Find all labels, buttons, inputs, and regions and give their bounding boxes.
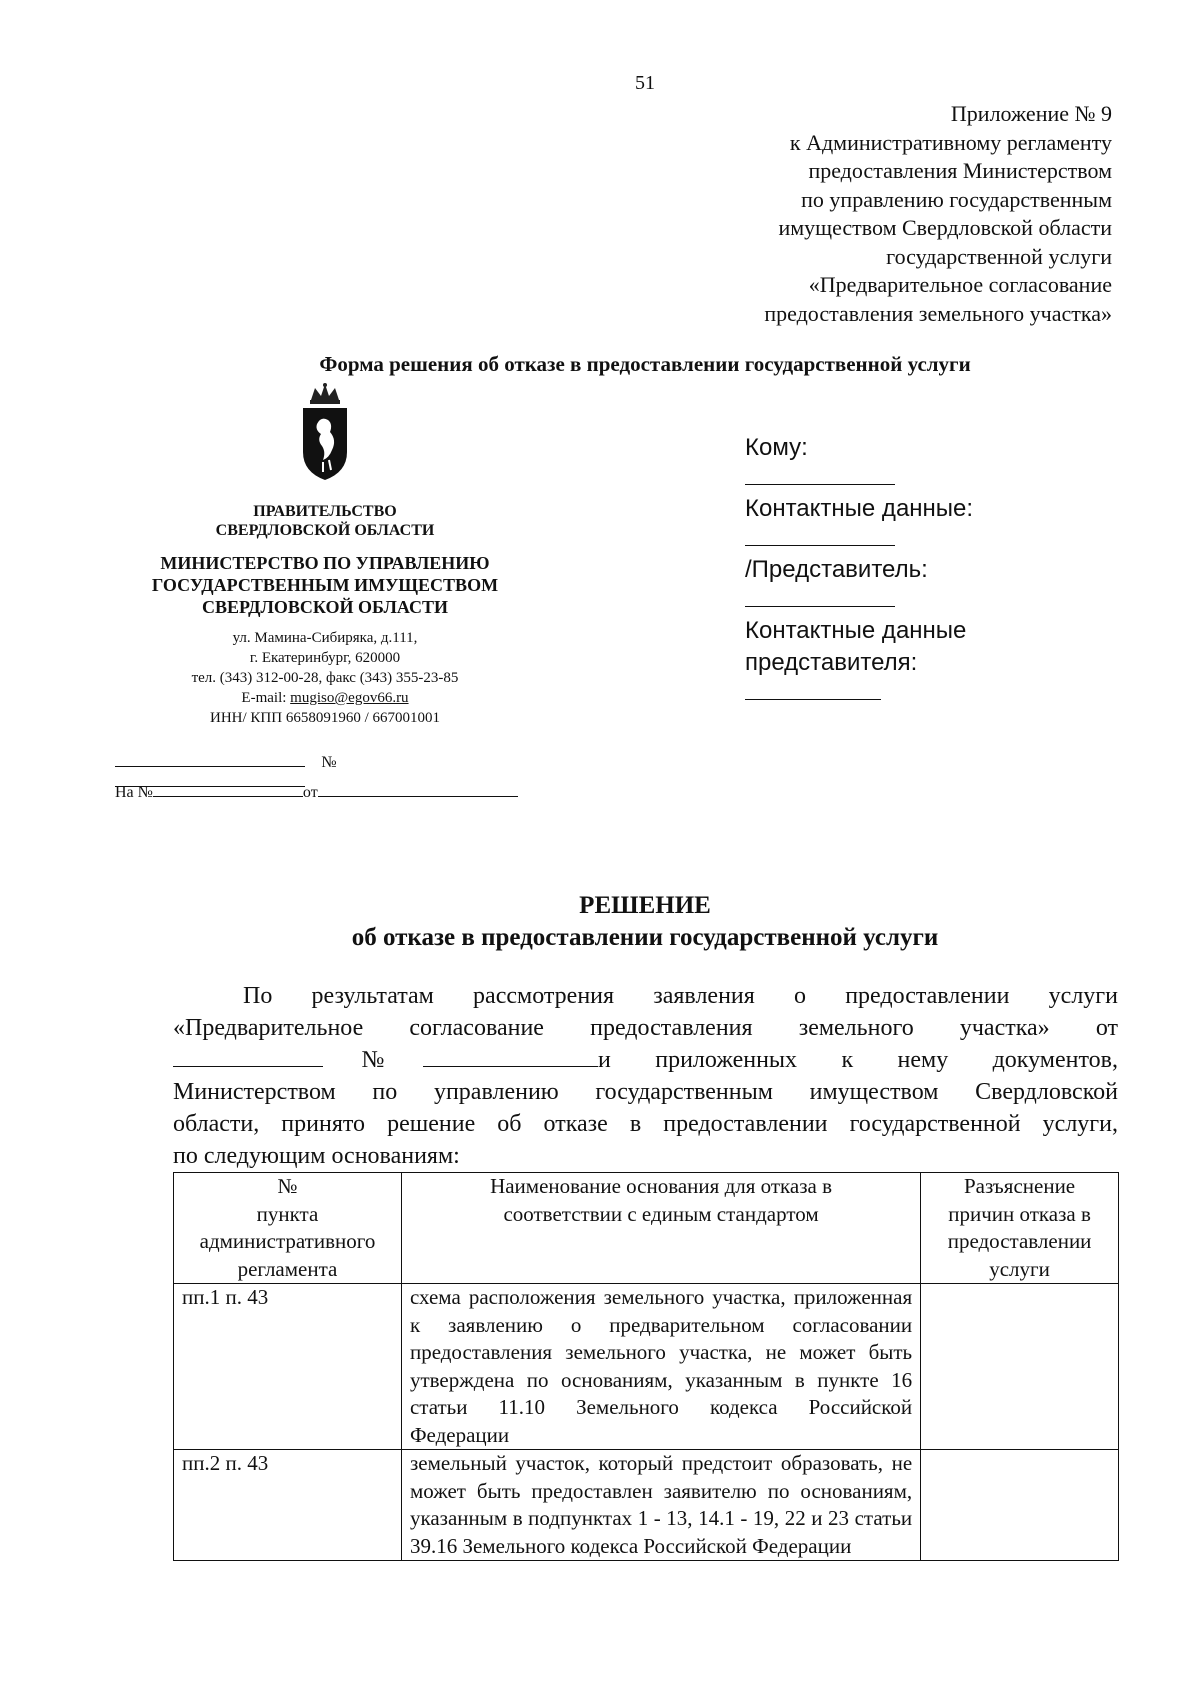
reply-to-line bbox=[115, 782, 540, 802]
government-line: СВЕРДЛОВСКОЙ ОБЛАСТИ bbox=[215, 522, 435, 539]
number-sign: № bbox=[321, 754, 337, 771]
body-line: «Предварительное согласование предоставления земельного участка» от bbox=[173, 1015, 1118, 1041]
appendix-line: по управлению государственным bbox=[801, 186, 1112, 212]
table-header-row bbox=[174, 1173, 1119, 1284]
reply-from-label: от bbox=[302, 784, 318, 801]
body-line: по следующим основаниям: bbox=[173, 1143, 460, 1169]
form-title: Форма решения об отказе в предоставлении государственной услуги bbox=[319, 352, 971, 376]
row-reason: схема расположения земельного участка, приложенная к заявлению о предварительном согласовании предоставления земельного участка, не может быть утверждена по основаниям, указанным в пункте 16 статьи 11.10 Земельного кодекса Российской Федерации bbox=[401, 1284, 920, 1450]
number-sign: № bbox=[361, 1047, 385, 1073]
body-line: Министерством по управлению государственным имуществом Свердловской bbox=[173, 1079, 1118, 1105]
email-link[interactable]: mugiso@egov66.ru bbox=[290, 690, 409, 706]
body-line: По результатам рассмотрения заявления о предоставлении услуги bbox=[243, 983, 1118, 1009]
inn-kpp: ИНН/ КПП 6658091960 / 667001001 bbox=[209, 710, 440, 726]
rep-contacts-label: представителя: bbox=[745, 649, 918, 676]
header-line: предоставлении bbox=[947, 1229, 1092, 1253]
application-number-blank[interactable] bbox=[423, 1050, 598, 1067]
row-explanation[interactable] bbox=[921, 1284, 1119, 1450]
header-line: административного bbox=[199, 1229, 376, 1253]
email-label: E-mail: bbox=[241, 690, 291, 706]
government-line: ПРАВИТЕЛЬСТВО bbox=[253, 503, 397, 520]
rep-contacts-label: Контактные данные bbox=[745, 617, 967, 644]
header-line: № bbox=[277, 1174, 298, 1198]
row-point: пп.2 п. 43 bbox=[174, 1450, 402, 1561]
rep-contacts-blank[interactable] bbox=[745, 681, 881, 700]
reply-to-label: На № bbox=[115, 784, 153, 801]
header-line: причин отказа в bbox=[948, 1201, 1091, 1226]
address-street: ул. Мамина-Сибиряка, д.111, bbox=[232, 630, 418, 646]
representative-label: /Представитель: bbox=[745, 556, 928, 583]
row-explanation[interactable] bbox=[921, 1450, 1119, 1561]
row-reason: земельный участок, который предстоит образовать, не может быть предоставлен заявителю по основаниям, указанным в подпунктах 1 - 13, 14.1 - 19, 22 и 23 статьи 39.16 Земельного кодекса Российской Федерации bbox=[401, 1450, 920, 1561]
recipient-contacts-blank[interactable] bbox=[745, 527, 895, 546]
ministry-address bbox=[115, 628, 535, 728]
reply-date-blank[interactable] bbox=[318, 782, 518, 797]
appendix-line: имуществом Свердловской области bbox=[778, 215, 1112, 240]
recipient-contacts-label: Контактные данные: bbox=[745, 495, 974, 522]
table-header-explanation bbox=[921, 1173, 1119, 1284]
table-row bbox=[174, 1284, 1119, 1450]
email-line bbox=[115, 688, 535, 708]
government-name bbox=[115, 502, 535, 540]
table-header-reason bbox=[401, 1173, 920, 1284]
recipient-to-label: Кому: bbox=[745, 434, 808, 461]
application-date-blank[interactable] bbox=[173, 1050, 323, 1067]
representative-blank[interactable] bbox=[745, 588, 895, 607]
header-line: соответствии с единым стандартом bbox=[503, 1201, 819, 1226]
recipient-block bbox=[745, 432, 1065, 708]
refusal-reasons-table bbox=[173, 1172, 1119, 1561]
coat-of-arms-icon bbox=[295, 382, 355, 482]
appendix-header bbox=[592, 100, 1112, 328]
letterhead bbox=[115, 382, 535, 728]
date-blank[interactable] bbox=[115, 752, 305, 767]
page-number: 51 bbox=[635, 72, 655, 94]
row-point: пп.1 п. 43 bbox=[174, 1284, 402, 1450]
ministry-line: ГОСУДАРСТВЕННЫМ ИМУЩЕСТВОМ bbox=[151, 575, 499, 595]
ministry-name bbox=[115, 552, 535, 618]
header-line: услуги bbox=[989, 1256, 1050, 1281]
header-line: регламента bbox=[237, 1256, 338, 1281]
appendix-line: государственной услуги bbox=[886, 243, 1112, 269]
appendix-line: «Предварительное согласование bbox=[808, 272, 1112, 297]
appendix-line: предоставления Министерством bbox=[808, 158, 1112, 183]
decision-body bbox=[173, 980, 1118, 1172]
body-line bbox=[173, 1044, 1118, 1076]
appendix-line: предоставления земельного участка» bbox=[764, 300, 1112, 326]
header-line: Наименование основания для отказа в bbox=[490, 1174, 833, 1198]
phone-fax: тел. (343) 312-00-28, факс (343) 355-23-85 bbox=[191, 670, 459, 686]
decision-heading bbox=[0, 890, 1200, 954]
body-line: области, принято решение об отказе в предоставлении государственной услуги, bbox=[173, 1111, 1118, 1137]
table-row bbox=[174, 1450, 1119, 1561]
ministry-line: МИНИСТЕРСТВО ПО УПРАВЛЕНИЮ bbox=[160, 553, 490, 573]
appendix-line: к Административному регламенту bbox=[789, 129, 1112, 155]
appendix-line: Приложение № 9 bbox=[950, 101, 1112, 126]
decision-subtitle: об отказе в предоставлении государственной услуги bbox=[351, 924, 939, 951]
decision-title: РЕШЕНИЕ bbox=[579, 892, 711, 919]
address-city: г. Екатеринбург, 620000 bbox=[249, 650, 401, 666]
reply-number-blank[interactable] bbox=[153, 782, 303, 797]
recipient-to-blank[interactable] bbox=[745, 466, 895, 485]
header-line: Разъяснение bbox=[964, 1174, 1076, 1198]
table-header-point bbox=[174, 1173, 402, 1284]
header-line: пункта bbox=[256, 1201, 319, 1226]
ministry-line: СВЕРДЛОВСКОЙ ОБЛАСТИ bbox=[202, 597, 448, 617]
body-text-fragment: и приложенных к нему документов, bbox=[598, 1047, 1118, 1073]
